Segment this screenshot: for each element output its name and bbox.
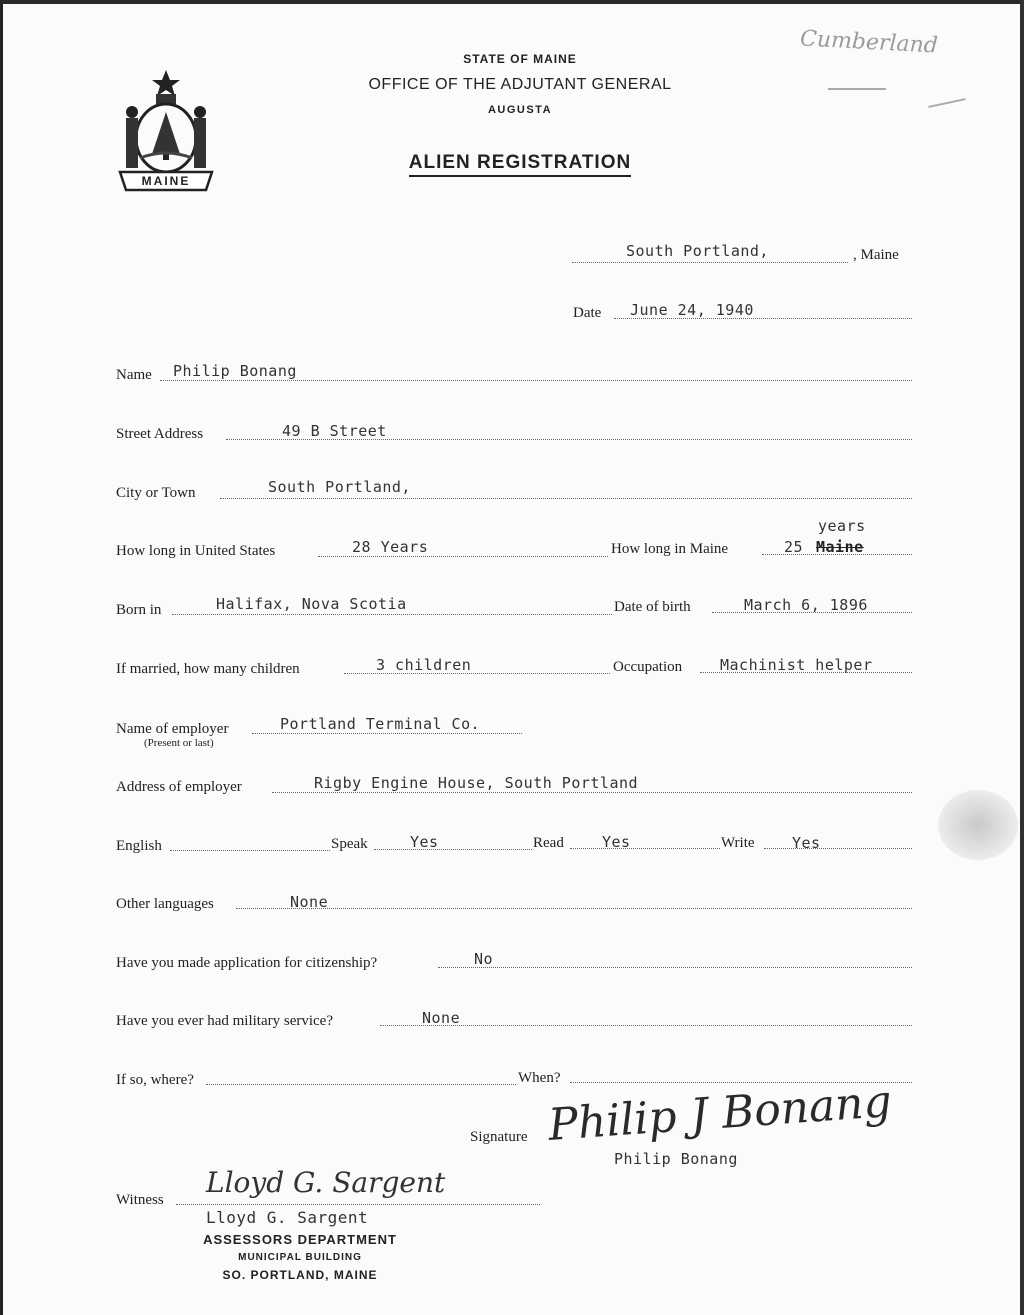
born-line xyxy=(172,614,612,615)
date-label: Date xyxy=(573,305,602,321)
witness-label: Witness xyxy=(116,1192,164,1208)
other-languages-line xyxy=(236,908,912,909)
city-line xyxy=(220,498,912,499)
employer-address-line xyxy=(272,792,912,793)
write-value: Yes xyxy=(792,834,821,852)
us-years-line xyxy=(318,556,608,557)
children-value: 3 children xyxy=(376,656,472,674)
born-label: Born in xyxy=(116,602,162,618)
employer-sublabel: (Present or last) xyxy=(144,737,214,749)
employer-label: Name of employer xyxy=(116,721,229,737)
read-value: Yes xyxy=(602,833,631,851)
office-heading: OFFICE OF THE ADJUTANT GENERAL xyxy=(368,76,672,93)
place-value: South Portland, xyxy=(626,242,769,260)
scan-smudge xyxy=(938,790,1018,860)
occupation-label: Occupation xyxy=(613,659,683,675)
write-line xyxy=(764,848,912,849)
maine-years-note: years xyxy=(818,517,866,535)
date-value: June 24, 1940 xyxy=(630,301,754,319)
speak-line xyxy=(374,849,532,850)
occupation-value: Machinist helper xyxy=(720,656,873,674)
children-label: If married, how many children xyxy=(116,661,300,677)
born-value: Halifax, Nova Scotia xyxy=(216,595,407,613)
street-value: 49 B Street xyxy=(282,422,387,440)
name-value: Philip Bonang xyxy=(173,362,297,380)
city-label: City or Town xyxy=(116,485,196,501)
corner-note-text: Cumberland xyxy=(799,26,939,59)
street-label: Street Address xyxy=(116,426,204,442)
corner-note-underline xyxy=(828,88,886,90)
witness-handwritten: Lloyd G. Sargent xyxy=(206,1166,446,1199)
other-languages-value: None xyxy=(290,893,329,911)
write-label: Write xyxy=(721,835,755,851)
dob-value: March 6, 1896 xyxy=(744,596,868,614)
footer-city: SO. PORTLAND, MAINE xyxy=(222,1268,378,1282)
read-label: Read xyxy=(533,835,564,851)
footer-department: ASSESSORS DEPARTMENT xyxy=(203,1232,397,1247)
maine-years-label: How long in Maine xyxy=(611,541,729,557)
corner-note xyxy=(799,26,939,59)
other-languages-label: Other languages xyxy=(116,896,214,912)
maine-years-struck: Maine xyxy=(816,538,864,556)
form-title xyxy=(330,152,710,174)
when-label: When? xyxy=(518,1070,561,1086)
citizenship-label: Have you made application for citizenship? xyxy=(116,955,378,971)
us-years-label: How long in United States xyxy=(116,543,276,559)
speak-label: Speak xyxy=(331,836,368,852)
name-line xyxy=(160,380,912,381)
employer-address-value: Rigby Engine House, South Portland xyxy=(314,774,639,792)
signature-handwritten: Philip J Bonang xyxy=(546,1076,894,1151)
speak-value: Yes xyxy=(410,833,439,851)
place-suffix: , Maine xyxy=(853,247,899,263)
military-label: Have you ever had military service? xyxy=(116,1013,333,1029)
state-heading: STATE OF MAINE xyxy=(463,52,577,66)
witness-typed: Lloyd G. Sargent xyxy=(206,1208,369,1227)
where-line xyxy=(206,1084,516,1085)
corner-note-mark xyxy=(928,98,966,108)
seal-label: MAINE xyxy=(141,174,191,188)
citizenship-line xyxy=(438,967,912,968)
english-line xyxy=(170,850,330,851)
scan-edge-right xyxy=(1020,0,1024,1315)
employer-value: Portland Terminal Co. xyxy=(280,715,481,733)
signature-label: Signature xyxy=(470,1129,528,1145)
place-line xyxy=(572,262,848,263)
name-label: Name xyxy=(116,367,152,383)
english-label: English xyxy=(116,838,162,854)
read-line xyxy=(570,848,720,849)
form-title-text: ALIEN REGISTRATION xyxy=(409,152,631,177)
city-heading: AUGUSTA xyxy=(487,104,553,116)
witness-line xyxy=(176,1204,540,1205)
military-value: None xyxy=(422,1009,461,1027)
citizenship-value: No xyxy=(474,950,494,968)
scan-edge-top xyxy=(0,0,1024,4)
us-years-value: 28 Years xyxy=(352,538,429,556)
signature-typed: Philip Bonang xyxy=(614,1150,738,1168)
where-label: If so, where? xyxy=(116,1072,194,1088)
employer-line xyxy=(252,733,522,734)
maine-years-value: 25 xyxy=(784,538,804,556)
city-value: South Portland, xyxy=(268,478,411,496)
dob-label: Date of birth xyxy=(614,599,691,615)
scan-edge-left xyxy=(0,0,3,1315)
employer-address-label: Address of employer xyxy=(116,779,242,795)
footer-building: MUNICIPAL BUILDING xyxy=(238,1252,362,1263)
